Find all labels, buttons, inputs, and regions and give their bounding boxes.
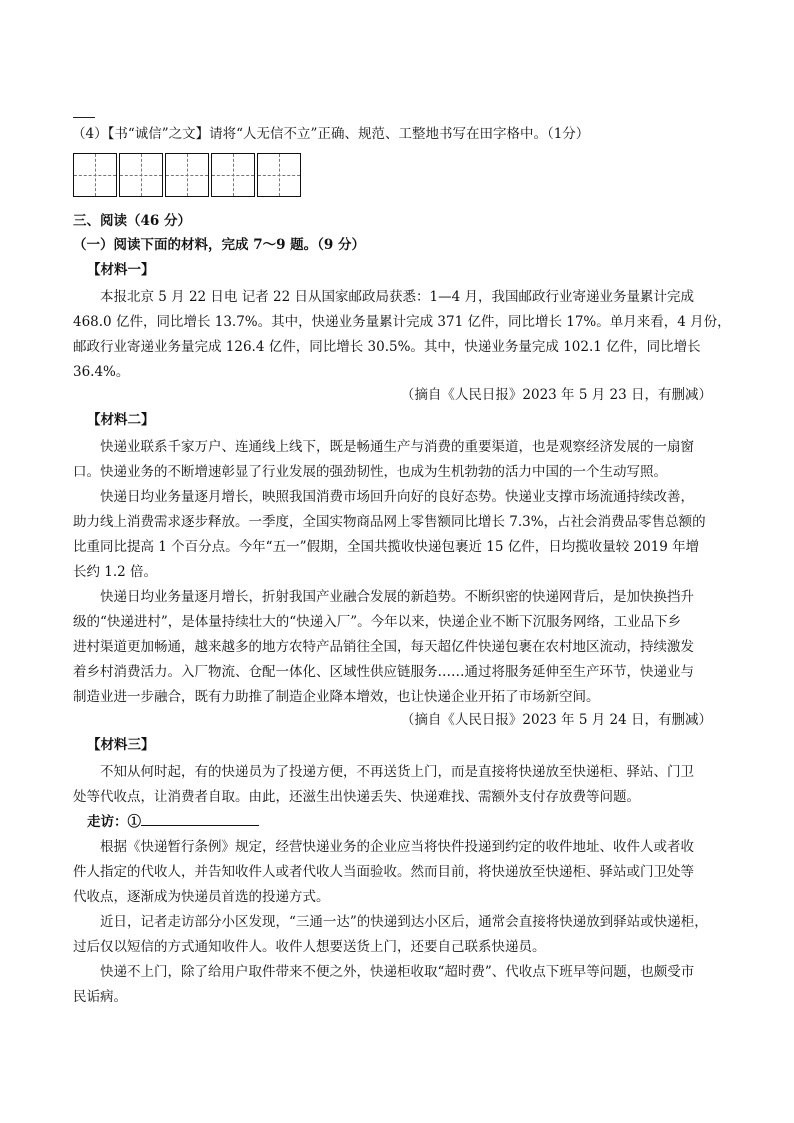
text-line: 着乡村消费活力。入厂物流、仓配一体化、区域性供应链服务……通过将服务延伸至生产环节，快递业与 (73, 664, 694, 680)
text-line: 比重同比提高 1 个百分点。今年“五一”假期，全国共揽收快递包裹近 15 亿件，日均揽收量较 2019 年增 (73, 539, 700, 555)
text-line: 件人指定的代收人，并告知收件人或者代收人当面验收。然而目前，将快递放至快递柜、驿站或门卫处等 (73, 864, 694, 880)
question-4: （4）【书“诚信”之文】请将“人无信不立”正确、规范、工整地书写在田字格中。（1分） (72, 126, 590, 142)
material-2-title: 【材料二】 (87, 412, 155, 428)
text-line: 36.4%。 (73, 364, 130, 380)
section-3-heading: 三、阅读（46 分） (73, 213, 191, 229)
material-2-body (73, 435, 721, 710)
tianzige-grid (73, 153, 303, 197)
text-line: 长约 1.2 倍。 (73, 564, 158, 580)
subsection-1-heading: （一）阅读下面的材料，完成 7～9 题。（9 分） (73, 237, 366, 253)
answer-blank[interactable] (141, 811, 259, 826)
text-line: 进村渠道更加畅通，越来越多的地方农特产品销往全国，每天超亿件快递包裹在农村地区流动，持续激发 (73, 639, 694, 655)
text-line: 级的“快递进村”，是体量持续壮大的“快递入厂”。今年以来，快递企业不断下沉服务网络，工业品下乡 (73, 614, 682, 630)
text-line: 邮政行业寄递业务量完成 126.4 亿件，同比增长 30.5%。其中，快递业务量完成 102.1 亿件，同比增长 (73, 339, 701, 355)
grid-cell[interactable] (119, 153, 163, 197)
text-line: 快递不上门，除了给用户取件带来不便之外，快递柜收取“超时费”、代收点下班早等问题，也颇受市 (100, 964, 695, 980)
text-line: 快递日均业务量逐月增长，折射我国产业融合发展的新趋势。不断织密的快递网背后，是加快换挡升 (100, 589, 694, 605)
text-line: 快递日均业务量逐月增长，映照我国消费市场回升向好的良好态势。快递业支撑市场流通持续改善， (100, 489, 694, 505)
visit-label: 走访：① (87, 814, 141, 830)
text-line: 代收点，逐渐成为快递员首选的投递方式。 (73, 889, 330, 905)
grid-cell[interactable] (73, 153, 117, 197)
text-line: 快递业联系千家万户、连通线上线下，既是畅通生产与消费的重要渠道，也是观察经济发展的一扇窗 (100, 439, 694, 455)
text-line: 口。快递业务的不断增速彰显了行业发展的强劲韧性，也成为生机勃勃的活力中国的一个生动写照。 (73, 464, 667, 480)
text-line: 民诟病。 (73, 989, 127, 1005)
text-line: 近日，记者走访部分小区发现，“三通一达”的快递到达小区后，通常会直接将快递放到驿站或快递柜， (100, 914, 708, 930)
material-1-title: 【材料一】 (87, 262, 155, 278)
visit-line (73, 810, 721, 835)
grid-cell[interactable] (165, 153, 209, 197)
text-line: 助力线上消费需求逐步释放。一季度，全国实物商品网上零售额同比增长 7.3%，占社会消费品零售总额的 (73, 514, 706, 530)
material-2-source: （摘自《人民日报》2023 年 5 月 24 日，有删减） (400, 712, 712, 728)
text-line: 本报北京 5 月 22 日电 记者 22 日从国家邮政局获悉：1—4 月，我国邮政行业寄递业务量累计完成 (100, 289, 694, 305)
text-line: 468.0 亿件，同比增长 13.7%。其中，快递业务量累计完成 371 亿件，同比增长 17%。单月来看，4 月份， (73, 314, 731, 330)
text-line: 不知从何时起，有的快递员为了投递方便，不再送货上门，而是直接将快递放至快递柜、驿站、门卫 (100, 764, 694, 780)
text-line: 过后仅以短信的方式通知收件人。收件人想要送货上门，还要自己联系快递员。 (73, 939, 546, 955)
text-line: 制造业进一步融合，既有力助推了制造企业降本增效，也让快递企业开拓了市场新空间。 (73, 689, 600, 705)
material-3-title: 【材料三】 (87, 737, 155, 753)
text-line: 处等代收点，让消费者自取。由此，还滋生出快递丢失、快递难找、需额外支付存放费等问题。 (73, 789, 640, 805)
text-line: 根据《快递暂行条例》规定，经营快递业务的企业应当将快件投递到约定的收件地址、收件人或者收 (100, 839, 694, 855)
grid-cell[interactable] (211, 153, 255, 197)
material-1-source: （摘自《人民日报》2023 年 5 月 23 日，有删减） (400, 387, 712, 403)
material-1-body (73, 285, 731, 385)
top-dash-mark (73, 117, 95, 118)
material-3-body (73, 760, 721, 1010)
grid-cell[interactable] (257, 153, 301, 197)
